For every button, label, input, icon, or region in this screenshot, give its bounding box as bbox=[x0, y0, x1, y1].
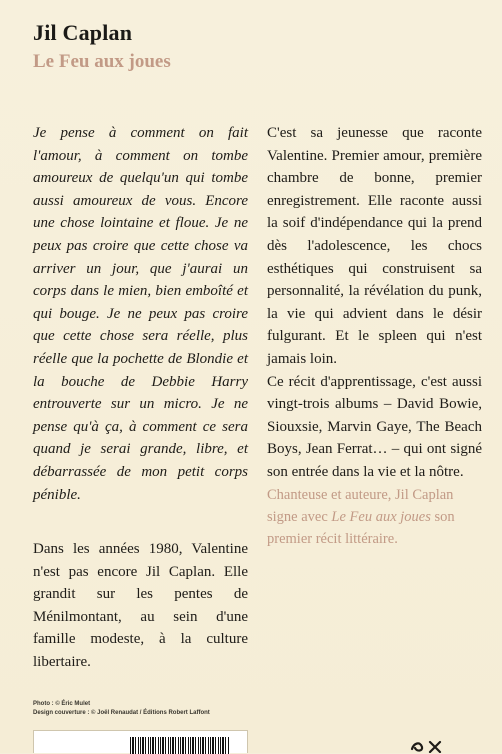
intro-paragraph: Dans les années 1980, Valentine n'est pas encore Jil Caplan. Elle grandit sur les pentes de Ménilmontant, au sein d'une famille modeste, à la culture libertaire. bbox=[33, 541, 248, 671]
credits bbox=[33, 700, 210, 718]
bio-text-end: son premier récit littéraire. bbox=[267, 508, 455, 547]
photo-credit: Photo : © Éric Mulet bbox=[33, 701, 91, 707]
right-column bbox=[267, 122, 482, 550]
bio-book-title: Le Feu aux joues bbox=[331, 508, 431, 525]
design-credit: Design couverture : © Joël Renaudat / Éditions Robert Laffont bbox=[33, 710, 210, 716]
bio-text-start: Chanteuse et auteure, Jil Caplan signe avec bbox=[267, 486, 454, 525]
book-title: Le Feu aux joues bbox=[33, 51, 171, 72]
barcode-box bbox=[33, 730, 248, 753]
barcode-icon bbox=[130, 737, 230, 754]
publisher-logo-icon bbox=[408, 733, 444, 753]
author-bio bbox=[267, 484, 482, 550]
summary-paragraph-1: C'est sa jeunesse que raconte Valentine. Premier amour, première chambre de bonne, premier enregistrement. Elle raconte aussi la soif d'indépendance qui la prend dès l'adolescence, les chocs esthétiques qui construisent sa personnalité, la révélation du punk, la vie qui advient dans le désir fulgurant. Et le spleen qui n'est jamais loin. bbox=[267, 125, 482, 367]
summary-paragraph-2: Ce récit d'apprentissage, c'est aussi vingt-trois albums – David Bowie, Siouxsie, Marvin Gaye, The Beach Boys, Jean Ferrat… – qui ont signé son entrée dans la vie et la nôtre. bbox=[267, 373, 482, 480]
author-name: Jil Caplan bbox=[33, 20, 133, 45]
left-column bbox=[33, 122, 248, 674]
excerpt-quote: Je pense à comment on fait l'amour, à comment on tombe amoureux de quelqu'un qui tombe aussi amoureux de vous. Encore une chose lointaine et floue. Je ne peux pas croire que cette chose va arriver un jour, que j'aurai un corps dans le mien, bien emboîté et qui bouge. Je ne peux pas croire que cette chose sera réelle, plus réelle que la pochette de Blondie et la bouche de Debbie Harry entrouverte sur un micro. Je ne pense qu'à ça, à comment ce sera quand je serai grande, libre, et débarrassée de mon petit corps pénible. bbox=[33, 125, 248, 503]
